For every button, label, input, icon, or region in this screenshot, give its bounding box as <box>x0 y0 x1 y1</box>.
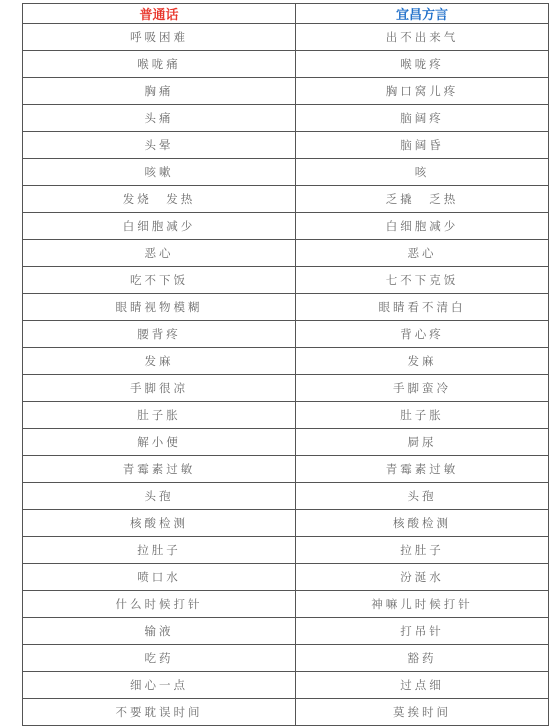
putonghua-cell: 眼睛视物模糊 <box>23 294 296 321</box>
yichang-cell: 眼睛看不清白 <box>296 294 549 321</box>
yichang-cell: 汾涎水 <box>296 564 549 591</box>
yichang-cell: 头孢 <box>296 483 549 510</box>
putonghua-cell: 头晕 <box>23 132 296 159</box>
table-row <box>23 618 549 645</box>
table-row <box>23 537 549 564</box>
putonghua-cell: 发麻 <box>23 348 296 375</box>
yichang-cell: 莫挨时间 <box>296 699 549 726</box>
yichang-cell: 恶心 <box>296 240 549 267</box>
putonghua-cell: 解小便 <box>23 429 296 456</box>
yichang-cell: 神嘛儿时候打针 <box>296 591 549 618</box>
putonghua-cell: 头孢 <box>23 483 296 510</box>
yichang-cell: 青霉素过敏 <box>296 456 549 483</box>
header-putonghua: 普通话 <box>23 4 296 24</box>
table-row <box>23 483 549 510</box>
yichang-cell: 脑阔昏 <box>296 132 549 159</box>
putonghua-cell: 肚子胀 <box>23 402 296 429</box>
table-row <box>23 510 549 537</box>
yichang-cell: 白细胞减少 <box>296 213 549 240</box>
table-row <box>23 213 549 240</box>
putonghua-cell: 拉肚子 <box>23 537 296 564</box>
yichang-cell: 脑阔疼 <box>296 105 549 132</box>
putonghua-cell: 输液 <box>23 618 296 645</box>
table-row <box>23 267 549 294</box>
table-row <box>23 294 549 321</box>
table-row <box>23 429 549 456</box>
yichang-cell: 七不下克饭 <box>296 267 549 294</box>
table-row <box>23 51 549 78</box>
putonghua-cell: 核酸检测 <box>23 510 296 537</box>
yichang-cell: 出不出来气 <box>296 24 549 51</box>
yichang-cell: 打吊针 <box>296 618 549 645</box>
putonghua-cell: 手脚很凉 <box>23 375 296 402</box>
table-header-row <box>23 4 549 24</box>
yichang-cell: 胸口窝儿疼 <box>296 78 549 105</box>
putonghua-cell: 喉咙痛 <box>23 51 296 78</box>
putonghua-cell: 恶心 <box>23 240 296 267</box>
putonghua-cell: 不要耽误时间 <box>23 699 296 726</box>
yichang-cell: 屙尿 <box>296 429 549 456</box>
table-row <box>23 375 549 402</box>
table-row <box>23 564 549 591</box>
putonghua-cell: 细心一点 <box>23 672 296 699</box>
putonghua-cell: 吃药 <box>23 645 296 672</box>
table-row <box>23 24 549 51</box>
putonghua-cell: 呼吸困难 <box>23 24 296 51</box>
table-row <box>23 105 549 132</box>
yichang-cell: 拉肚子 <box>296 537 549 564</box>
table-body <box>23 24 549 726</box>
putonghua-cell: 胸痛 <box>23 78 296 105</box>
table-row <box>23 672 549 699</box>
putonghua-cell: 青霉素过敏 <box>23 456 296 483</box>
table-row <box>23 645 549 672</box>
putonghua-cell: 吃不下饭 <box>23 267 296 294</box>
dialect-vocabulary-table <box>22 3 549 726</box>
putonghua-cell: 腰背疼 <box>23 321 296 348</box>
putonghua-cell: 喷口水 <box>23 564 296 591</box>
putonghua-cell: 什么时候打针 <box>23 591 296 618</box>
table-row <box>23 348 549 375</box>
yichang-cell: 背心疼 <box>296 321 549 348</box>
yichang-cell: 乏撬 乏热 <box>296 186 549 213</box>
yichang-cell: 手脚蛮冷 <box>296 375 549 402</box>
table-row <box>23 591 549 618</box>
table-row <box>23 159 549 186</box>
yichang-cell: 豁药 <box>296 645 549 672</box>
putonghua-cell: 头痛 <box>23 105 296 132</box>
yichang-cell: 喉咙疼 <box>296 51 549 78</box>
yichang-cell: 过点细 <box>296 672 549 699</box>
yichang-cell: 肚子胀 <box>296 402 549 429</box>
putonghua-cell: 咳嗽 <box>23 159 296 186</box>
putonghua-cell: 发烧 发热 <box>23 186 296 213</box>
yichang-cell: 核酸检测 <box>296 510 549 537</box>
yichang-cell: 咳 <box>296 159 549 186</box>
table-row <box>23 240 549 267</box>
table-row <box>23 186 549 213</box>
yichang-cell: 发麻 <box>296 348 549 375</box>
table-row <box>23 132 549 159</box>
putonghua-cell: 白细胞减少 <box>23 213 296 240</box>
table-row <box>23 456 549 483</box>
table-row <box>23 402 549 429</box>
table-row <box>23 321 549 348</box>
table-row <box>23 78 549 105</box>
table-row <box>23 699 549 726</box>
header-yichang: 宜昌方言 <box>296 4 549 24</box>
